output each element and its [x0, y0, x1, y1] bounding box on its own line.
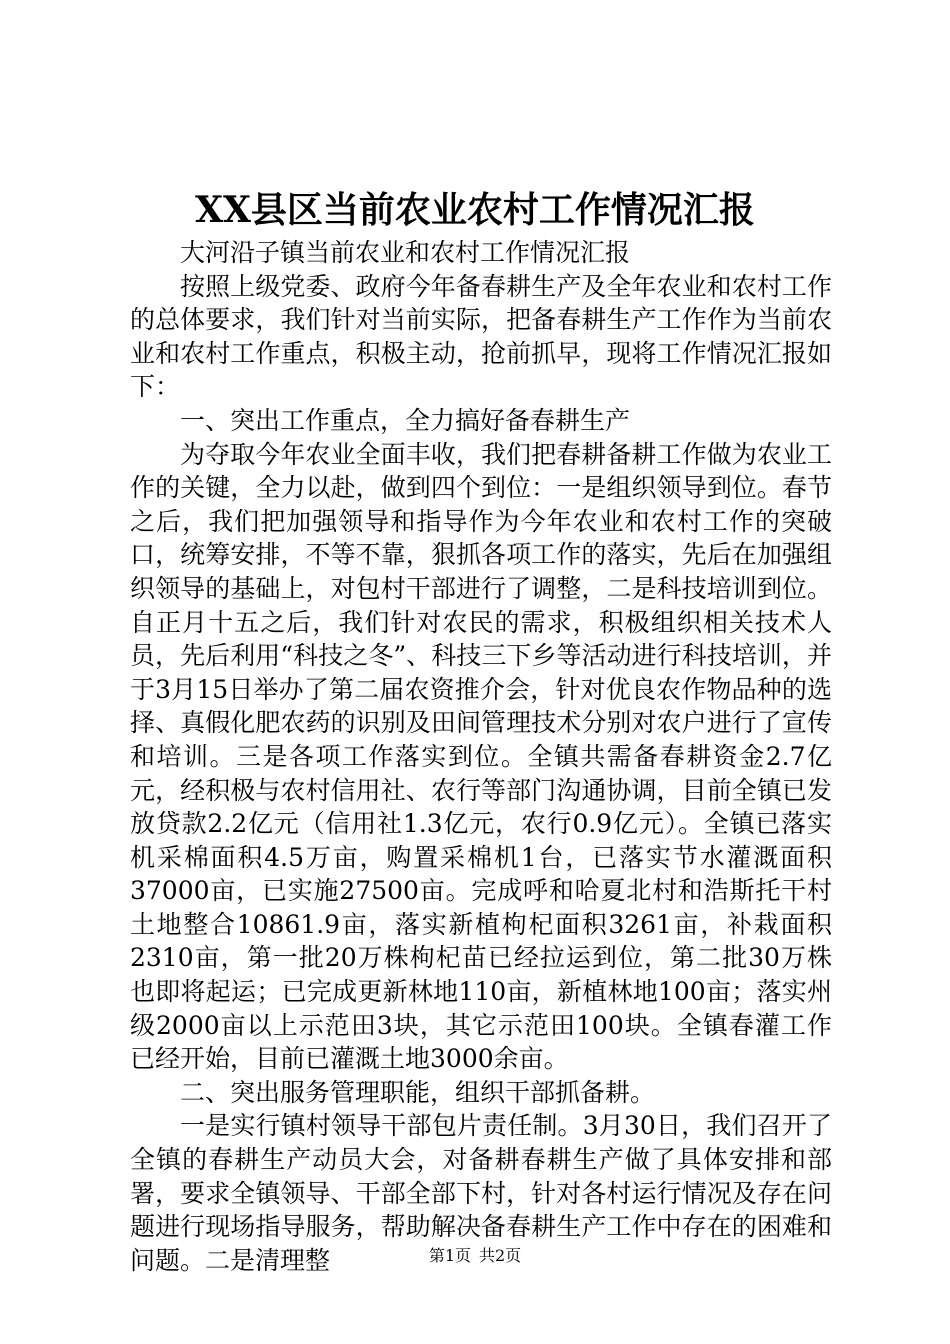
- paragraph-section-1: 为夺取今年农业全面丰收，我们把春耕备耕工作做为农业工作的关键，全力以赴，做到四个到位：一是组织领导到位。春节之后，我们把加强领导和指导作为今年农业和农村工作的突破口，统筹安排，不等不靠，狠抓各项工作的落实，先后在加强组织领导的基础上，对包村干部进行了调整，二是科技培训到位。自正月十五之后，我们针对农民的需求，积极组织相关技术人员，先后利用“科技之冬”、科技三下乡等活动进行科技培训，并于3月15日举办了第二届农资推介会，针对优良农作物品种的选择、真假化肥农药的识别及田间管理技术分别对农户进行了宣传和培训。三是各项工作落实到位。全镇共需备春耕资金2.7亿元，经积极与农村信用社、农行等部门沟通协调，目前全镇已发放贷款2.2亿元（信用社1.3亿元，农行0.9亿元）。全镇已落实机采棉面积4.5万亩，购置采棉机1台，已落实节水灌溉面积37000亩，已实施27500亩。完成呼和哈夏北村和浩斯托干村土地整合10861.9亩，落实新植枸杞面积3261亩，补栽面积2310亩，第一批20万株枸杞苗已经拉运到位，第二批30万株也即将起运；已完成更新林地110亩，新植林地100亩；落实州级2000亩以上示范田3块，其它示范田100块。全镇春灌工作已经开始，目前已灌溉土地3000余亩。: [130, 439, 832, 1074]
- page-number-current: 第1页: [428, 1246, 471, 1265]
- document-body: [130, 236, 832, 1277]
- document-title: XX县区当前农业农村工作情况汇报: [195, 189, 755, 231]
- section-heading-2: 二、突出服务管理职能，组织干部抓备耕。: [180, 1077, 656, 1107]
- paragraph-intro: 按照上级党委、政府今年备春耕生产及全年农业和农村工作的总体要求，我们针对当前实际，把备春耕生产工作作为当前农业和农村工作重点，积极主动，抢前抓早，现将工作情况汇报如下：: [130, 271, 832, 402]
- page-footer: [0, 1246, 950, 1266]
- section-heading-1: 一、突出工作重点，全力搞好备春耕生产: [180, 405, 631, 435]
- page-number-total: 共2页: [479, 1246, 522, 1265]
- paragraph-section-2: 一是实行镇村领导干部包片责任制。3月30日，我们召开了全镇的春耕生产动员大会，对备耕春耕生产做了具体安排和部署，要求全镇领导、干部全部下村，针对各村运行情况及存在问题进行现场指导服务，帮助解决备春耕生产工作中存在的困难和问题。二是清理整: [130, 1111, 832, 1275]
- paragraph-subtitle: 大河沿子镇当前农业和农村工作情况汇报: [180, 238, 631, 267]
